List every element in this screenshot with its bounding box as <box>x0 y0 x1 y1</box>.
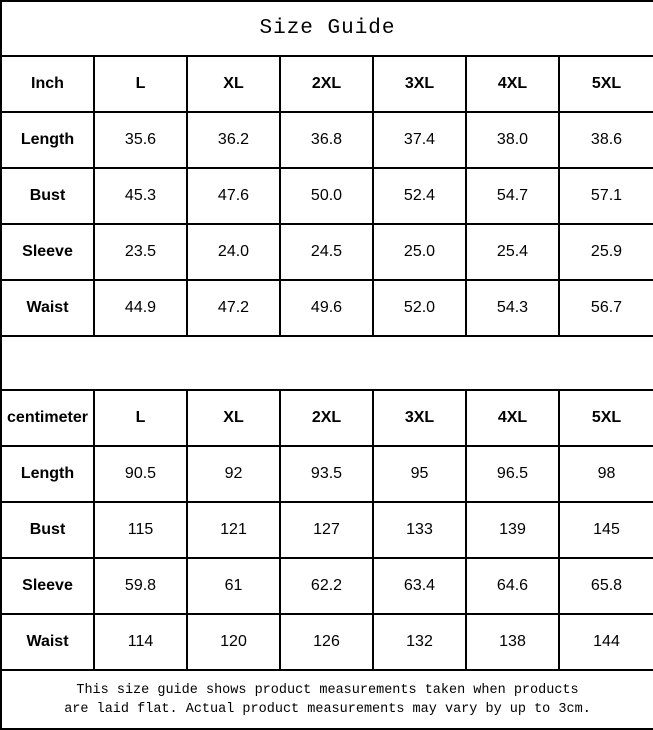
measurement-value: 127 <box>280 502 373 558</box>
measurement-value: 63.4 <box>373 558 466 614</box>
measurement-value: 35.6 <box>94 112 187 168</box>
measurement-value: 38.0 <box>466 112 559 168</box>
measurement-value: 25.4 <box>466 224 559 280</box>
measurement-label: Length <box>1 446 94 502</box>
table-row <box>1 614 653 670</box>
measurement-value: 93.5 <box>280 446 373 502</box>
size-header-3xl: 3XL <box>373 56 466 112</box>
measurement-label: Waist <box>1 614 94 670</box>
measurement-value: 25.9 <box>559 224 653 280</box>
title-row <box>1 1 653 56</box>
size-header-l: L <box>94 390 187 446</box>
size-header-4xl: 4XL <box>466 390 559 446</box>
measurement-value: 56.7 <box>559 280 653 336</box>
table-row <box>1 446 653 502</box>
measurement-label: Sleeve <box>1 224 94 280</box>
size-header-xl: XL <box>187 56 280 112</box>
measurement-value: 64.6 <box>466 558 559 614</box>
measurement-value: 133 <box>373 502 466 558</box>
measurement-value: 54.3 <box>466 280 559 336</box>
measurement-value: 65.8 <box>559 558 653 614</box>
measurement-value: 92 <box>187 446 280 502</box>
measurement-value: 36.8 <box>280 112 373 168</box>
measurement-value: 59.8 <box>94 558 187 614</box>
footer-note-line2: are laid flat. Actual product measurements may vary by up to 3cm. <box>64 701 591 717</box>
page-title: Size Guide <box>1 1 653 56</box>
measurement-value: 95 <box>373 446 466 502</box>
spacer-cell <box>1 336 653 390</box>
measurement-label: Bust <box>1 168 94 224</box>
measurement-value: 44.9 <box>94 280 187 336</box>
measurement-label: Waist <box>1 280 94 336</box>
measurement-value: 45.3 <box>94 168 187 224</box>
table-row <box>1 112 653 168</box>
measurement-value: 139 <box>466 502 559 558</box>
measurement-value: 54.7 <box>466 168 559 224</box>
footer-note <box>1 670 653 729</box>
measurement-value: 120 <box>187 614 280 670</box>
size-header-2xl: 2XL <box>280 56 373 112</box>
footer-note-line1: This size guide shows product measurements taken when products <box>76 682 579 698</box>
size-header-5xl: 5XL <box>559 56 653 112</box>
spacer-row <box>1 336 653 390</box>
measurement-value: 23.5 <box>94 224 187 280</box>
measurement-value: 132 <box>373 614 466 670</box>
measurement-value: 24.0 <box>187 224 280 280</box>
measurement-value: 52.0 <box>373 280 466 336</box>
measurement-value: 126 <box>280 614 373 670</box>
measurement-value: 145 <box>559 502 653 558</box>
table-row <box>1 224 653 280</box>
measurement-value: 121 <box>187 502 280 558</box>
measurement-value: 36.2 <box>187 112 280 168</box>
measurement-label: Length <box>1 112 94 168</box>
size-header-l: L <box>94 56 187 112</box>
measurement-value: 114 <box>94 614 187 670</box>
table-row <box>1 502 653 558</box>
inch-header-row <box>1 56 653 112</box>
measurement-value: 144 <box>559 614 653 670</box>
measurement-value: 37.4 <box>373 112 466 168</box>
measurement-value: 61 <box>187 558 280 614</box>
unit-label-centimeter: centimeter <box>1 390 94 446</box>
measurement-value: 52.4 <box>373 168 466 224</box>
measurement-value: 47.6 <box>187 168 280 224</box>
measurement-value: 96.5 <box>466 446 559 502</box>
measurement-value: 115 <box>94 502 187 558</box>
measurement-value: 57.1 <box>559 168 653 224</box>
measurement-value: 49.6 <box>280 280 373 336</box>
size-header-3xl: 3XL <box>373 390 466 446</box>
unit-label-inch: Inch <box>1 56 94 112</box>
measurement-value: 90.5 <box>94 446 187 502</box>
size-header-2xl: 2XL <box>280 390 373 446</box>
table-row <box>1 558 653 614</box>
size-header-4xl: 4XL <box>466 56 559 112</box>
footer-row <box>1 670 653 729</box>
measurement-value: 24.5 <box>280 224 373 280</box>
measurement-value: 47.2 <box>187 280 280 336</box>
measurement-label: Bust <box>1 502 94 558</box>
measurement-value: 25.0 <box>373 224 466 280</box>
table-row <box>1 280 653 336</box>
measurement-value: 98 <box>559 446 653 502</box>
size-header-xl: XL <box>187 390 280 446</box>
measurement-value: 50.0 <box>280 168 373 224</box>
measurement-value: 62.2 <box>280 558 373 614</box>
measurement-value: 138 <box>466 614 559 670</box>
measurement-label: Sleeve <box>1 558 94 614</box>
cm-header-row <box>1 390 653 446</box>
table-row <box>1 168 653 224</box>
size-header-5xl: 5XL <box>559 390 653 446</box>
measurement-value: 38.6 <box>559 112 653 168</box>
